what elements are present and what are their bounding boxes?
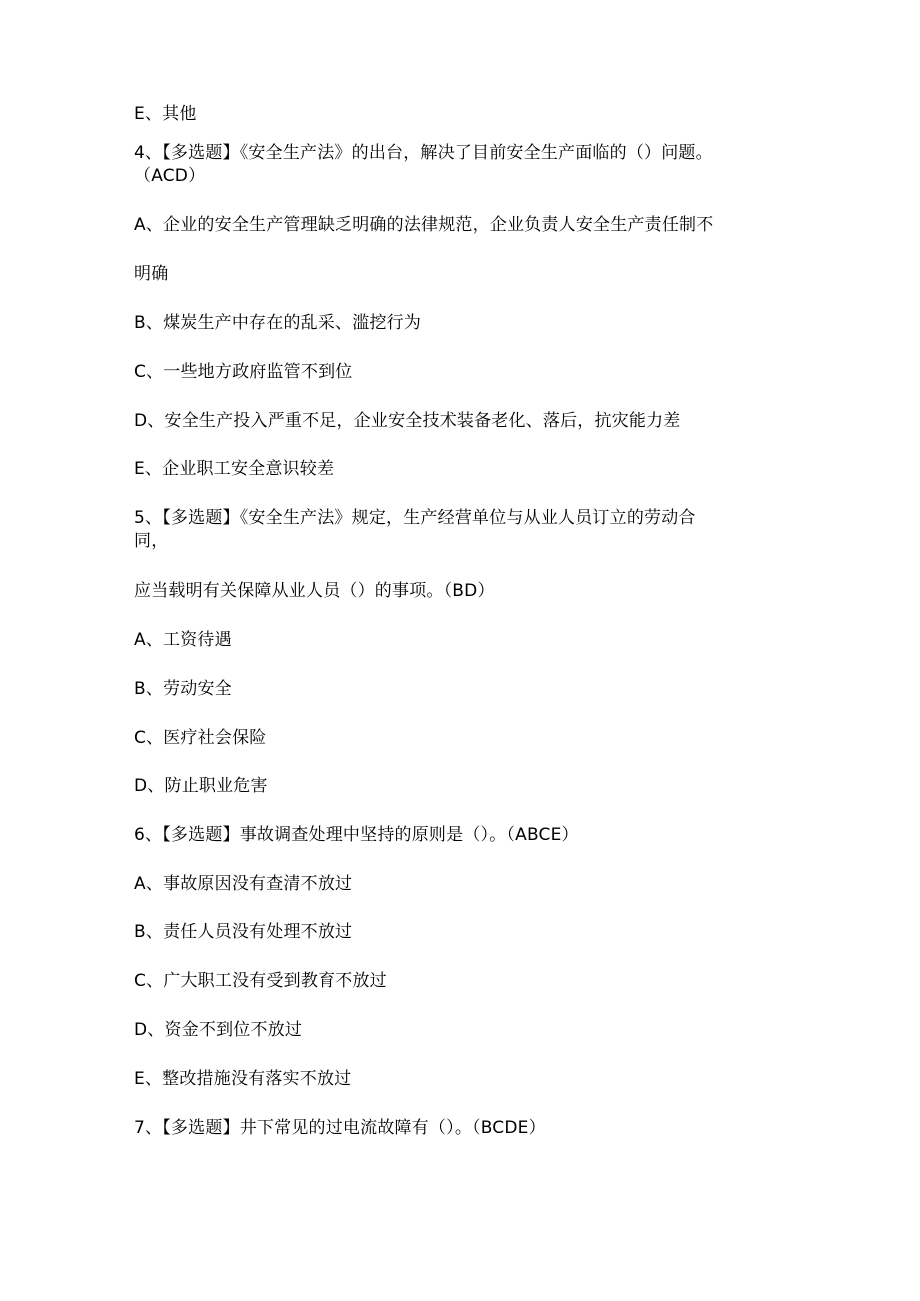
option-line: B、劳动安全 (134, 679, 232, 699)
question-line-continued: 同， (134, 531, 169, 551)
question-line: 6、【多选题】事故调查处理中坚持的原则是（）。（ABCE） (134, 825, 579, 845)
option-line: A、工资待遇 (134, 630, 232, 650)
option-line-continued: 明确 (134, 264, 169, 284)
option-line: A、事故原因没有查清不放过 (134, 874, 353, 894)
option-line: D、资金不到位不放过 (134, 1020, 303, 1040)
option-line: C、广大职工没有受到教育不放过 (134, 971, 387, 991)
option-line: C、一些地方政府监管不到位 (134, 362, 353, 382)
option-line: B、责任人员没有处理不放过 (134, 922, 353, 942)
option-line: B、煤炭生产中存在的乱采、滥挖行为 (134, 313, 422, 333)
question-line-continued: 应当载明有关保障从业人员（）的事项。（BD） (134, 581, 495, 601)
question-line: 7、【多选题】井下常见的过电流故障有（）。（BCDE） (134, 1118, 546, 1138)
option-line: E、其他 (134, 104, 197, 124)
option-line: E、企业职工安全意识较差 (134, 459, 335, 479)
option-line: D、防止职业危害 (134, 776, 268, 796)
option-line: C、医疗社会保险 (134, 728, 267, 748)
answer-key: （ACD） (134, 166, 206, 186)
question-line: 5、【多选题】《安全生产法》规定，生产经营单位与从业人员订立的劳动合 (134, 508, 696, 528)
option-line: A、企业的安全生产管理缺乏明确的法律规范，企业负责人安全生产责任制不 (134, 215, 714, 235)
option-line: E、整改措施没有落实不放过 (134, 1069, 352, 1089)
option-line: D、安全生产投入严重不足，企业安全技术装备老化、落后，抗灾能力差 (134, 411, 681, 431)
question-line: 4、【多选题】《安全生产法》的出台，解决了目前安全生产面临的（）问题。 (134, 143, 713, 163)
